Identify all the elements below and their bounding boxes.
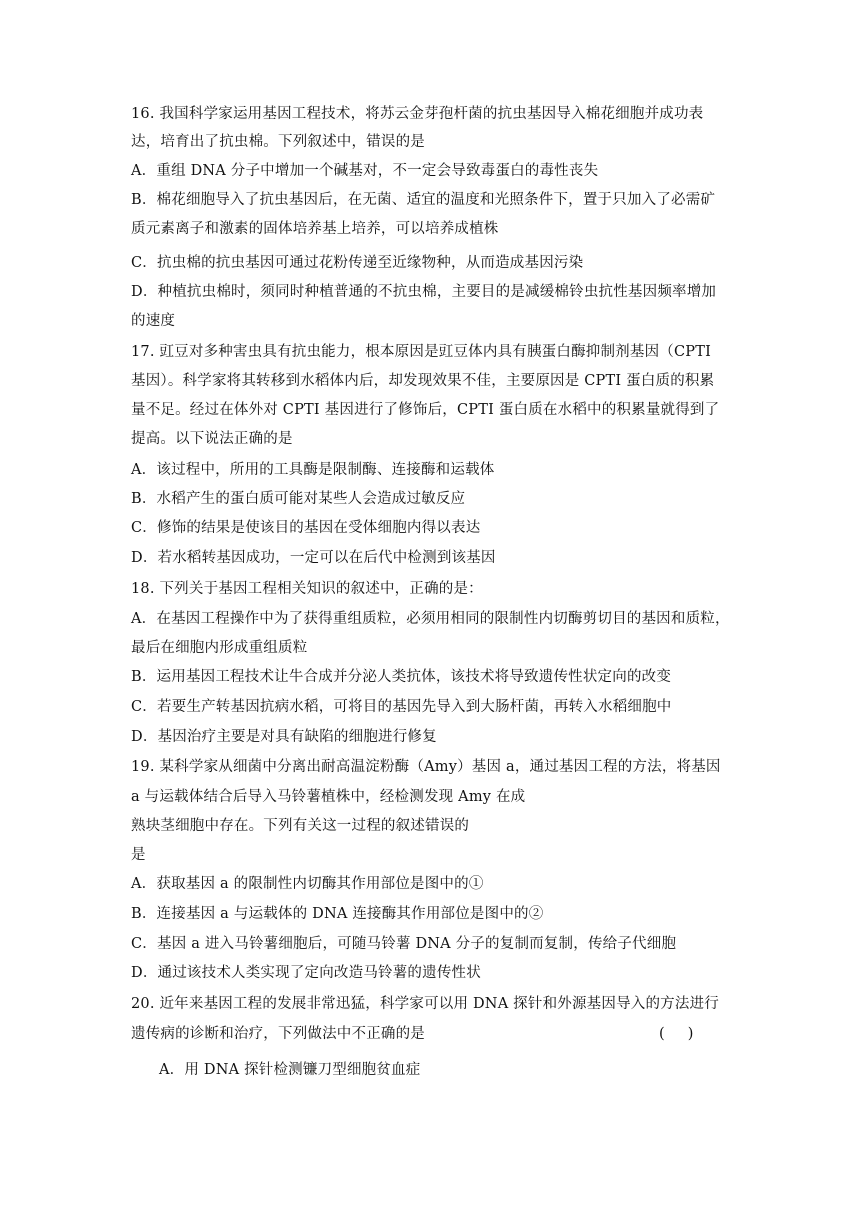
q17-option-d: D．若水稻转基因成功，一定可以在后代中检测到该基因 [131, 550, 496, 566]
q16-option-c: C．抗虫棉的抗虫基因可通过花粉传递至近缘物种，从而造成基因污染 [131, 255, 584, 271]
q19-stem-line-3: 熟块茎细胞中存在。下列有关这一过程的叙述错误的 [131, 818, 470, 834]
q17-stem-line-3: 量不足。经过在体外对 CPTI 基因进行了修饰后，CPTI 蛋白质在水稻中的积累量就得到了 [131, 402, 720, 418]
q19-option-b: B．连接基因 a 与运载体的 DNA 连接酶其作用部位是图中的② [131, 906, 544, 922]
q16-stem-line-2: 达，培育出了抗虫棉。下列叙述中，错误的是 [131, 134, 425, 150]
q17-stem-line-1: 17. 豇豆对多种害虫具有抗虫能力，根本原因是豇豆体内具有胰蛋白酶抑制剂基因（CPTI [131, 344, 712, 360]
q19-option-d: D．通过该技术人类实现了定向改造马铃薯的遗传性状 [131, 965, 481, 981]
q19-option-c: C．基因 a 进入马铃薯细胞后，可随马铃薯 DNA 分子的复制而复制，传给子代细胞 [131, 936, 677, 952]
q18-option-a-line-2: 最后在细胞内形成重组质粒 [131, 640, 308, 656]
q17-stem-line-4: 提高。以下说法正确的是 [131, 431, 293, 447]
q20-stem-line-1: 20. 近年来基因工程的发展非常迅猛，科学家可以用 DNA 探针和外源基因导入的方法进行 [131, 996, 719, 1012]
q20-stem-line-2: 遗传病的诊断和治疗，下列做法中不正确的是 [131, 1026, 425, 1042]
q18-option-a-line-1: A．在基因工程操作中为了获得重组质粒，必须用相同的限制性内切酶剪切目的基因和质粒， [131, 611, 730, 627]
q16-option-b-line-2: 质元素离子和激素的固体培养基上培养，可以培养成植株 [131, 221, 499, 237]
q18-option-c: C．若要生产转基因抗病水稻，可将目的基因先导入到大肠杆菌，再转入水稻细胞中 [131, 699, 672, 715]
q18-stem: 18. 下列关于基因工程相关知识的叙述中，正确的是： [131, 581, 483, 597]
q17-option-a: A．该过程中，所用的工具酶是限制酶、连接酶和运载体 [131, 462, 495, 478]
q17-stem-line-2: 基因）。科学家将其转移到水稻体内后，却发现效果不佳，主要原因是 CPTI 蛋白质的积累 [131, 373, 715, 389]
q20-option-a: A．用 DNA 探针检测镰刀型细胞贫血症 [159, 1062, 421, 1078]
q19-stem-line-1: 19. 某科学家从细菌中分离出耐高温淀粉酶（Amy）基因 a，通过基因工程的方法，将基因 [131, 759, 721, 775]
q16-stem-line-1: 16. 我国科学家运用基因工程技术，将苏云金芽孢杆菌的抗虫基因导入棉花细胞并成功表 [131, 106, 704, 122]
q16-option-d-line-2: 的速度 [131, 313, 176, 329]
q20-answer-blank: ( ) [659, 1026, 694, 1042]
q19-option-a: A．获取基因 a 的限制性内切酶其作用部位是图中的① [131, 876, 484, 892]
q17-option-b: B．水稻产生的蛋白质可能对某些人会造成过敏反应 [131, 491, 466, 507]
q16-option-a: A．重组 DNA 分子中增加一个碱基对，不一定会导致毒蛋白的毒性丧失 [131, 163, 599, 179]
q19-stem-line-2: a 与运载体结合后导入马铃薯植株中，经检测发现 Amy 在成 [131, 789, 526, 805]
q16-option-b-line-1: B．棉花细胞导入了抗虫基因后，在无菌、适宜的温度和光照条件下，置于只加入了必需矿 [131, 192, 716, 208]
q16-option-d-line-1: D．种植抗虫棉时，须同时种植普通的不抗虫棉，主要目的是减缓棉铃虫抗性基因频率增加 [131, 284, 717, 300]
q17-option-c: C．修饰的结果是使该目的基因在受体细胞内得以表达 [131, 520, 481, 536]
q19-stem-line-4: 是 [131, 847, 146, 863]
q18-option-d: D．基因治疗主要是对具有缺陷的细胞进行修复 [131, 729, 437, 745]
q18-option-b: B．运用基因工程技术让牛合成并分泌人类抗体，该技术将导致遗传性状定向的改变 [131, 669, 672, 685]
